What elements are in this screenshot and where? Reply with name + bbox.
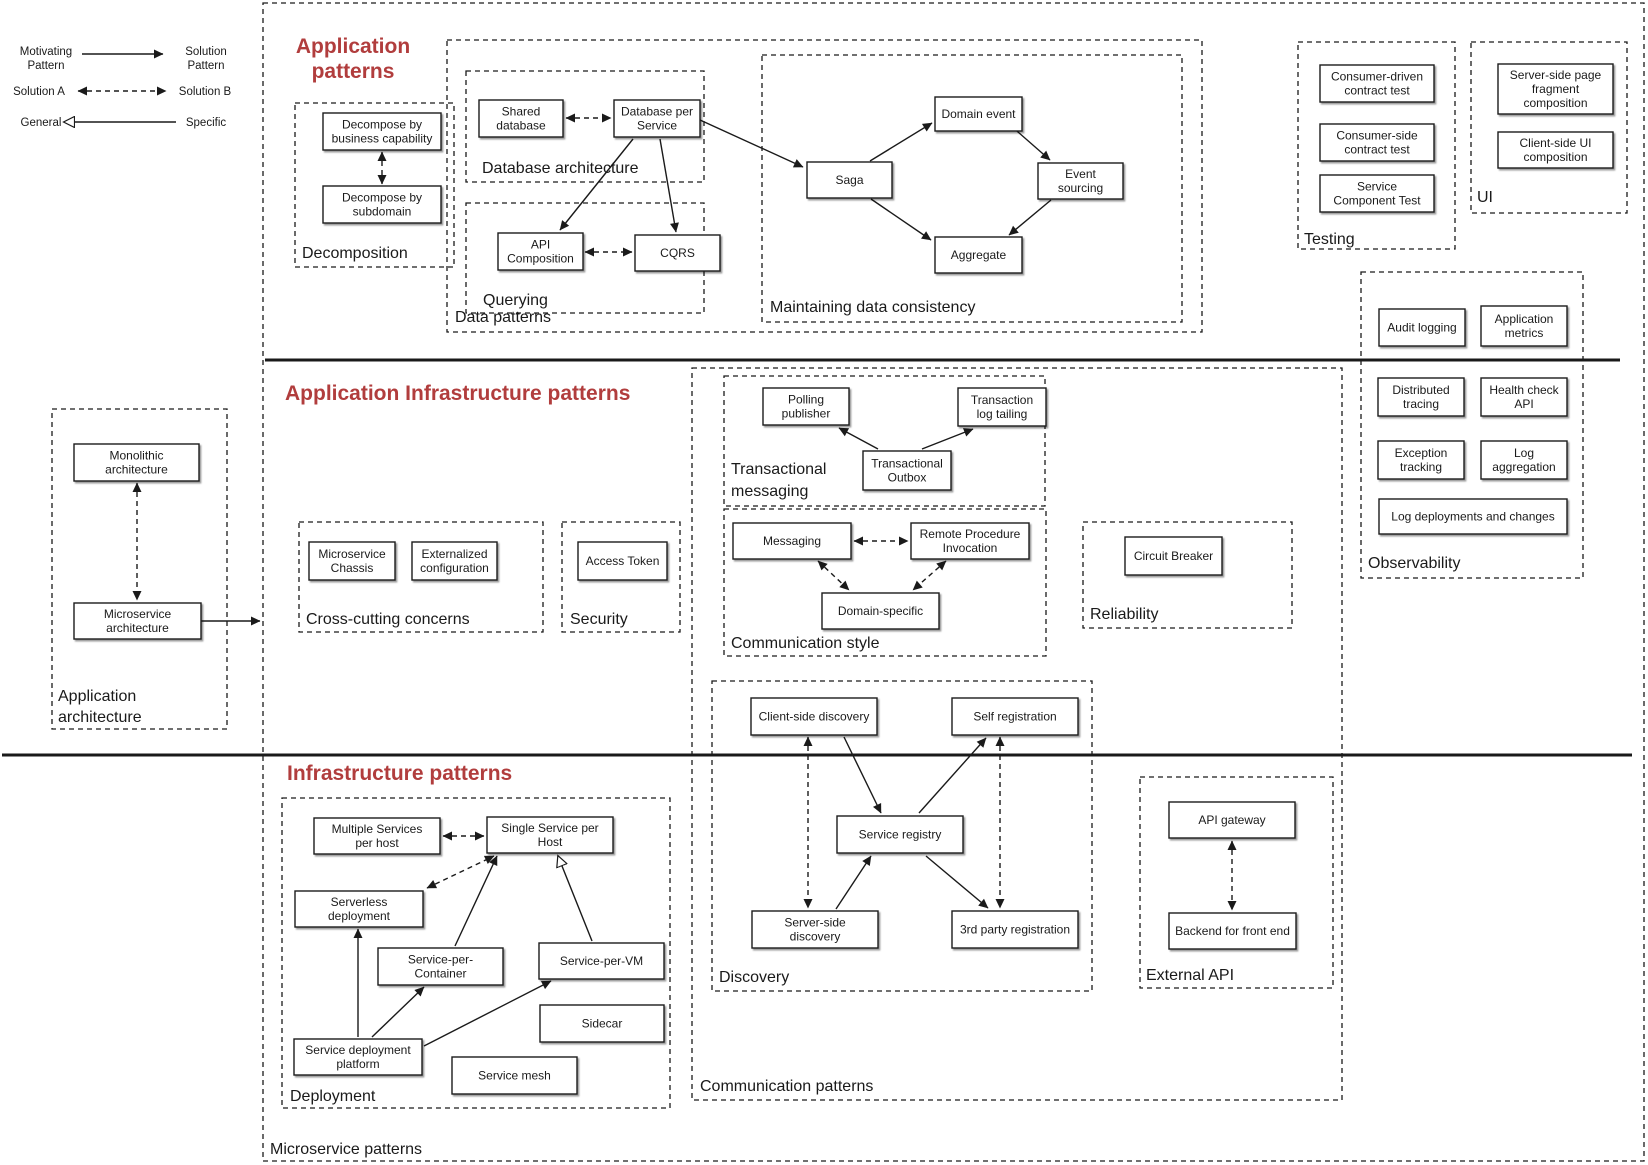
- node-service-per-vm-label: Service-per-VM: [559, 954, 644, 969]
- node-multiple-services-per-host[interactable]: [314, 818, 440, 854]
- node-api-gateway[interactable]: [1169, 802, 1295, 838]
- node-backend-for-front-end-label: Backend for front end: [1175, 924, 1290, 939]
- edge-db-per-service-api-composition: [560, 139, 633, 230]
- edge-rpi-domain-specific: [913, 561, 946, 590]
- edge-messaging-domain-specific: [818, 561, 849, 590]
- group-observability-label: Observability: [1368, 555, 1461, 572]
- node-service-per-container-label: Service-per-Container: [407, 952, 474, 981]
- legend-row-2-right-label: Specific: [185, 117, 227, 129]
- node-monolithic-architecture-label: Monolithic architecture: [105, 448, 168, 477]
- node-service-deployment-platform[interactable]: [294, 1039, 422, 1075]
- edge-platform-vm: [424, 981, 551, 1046]
- node-decompose-by-business-capability[interactable]: [323, 113, 441, 150]
- node-access-token-label: Access Token: [585, 554, 660, 569]
- node-cqrs-label: CQRS: [660, 246, 695, 261]
- node-third-party-registration[interactable]: [952, 911, 1078, 948]
- node-access-token[interactable]: [578, 542, 667, 580]
- node-aggregate[interactable]: [935, 237, 1022, 273]
- node-log-aggregation[interactable]: [1481, 441, 1567, 479]
- node-microservice-architecture-label: Microservice architecture: [103, 607, 172, 636]
- edge-vm-single-service-host: [558, 856, 592, 941]
- group-application-architecture-label: Application architecture: [58, 688, 142, 726]
- node-database-per-service-label: Database per Service: [620, 104, 694, 133]
- group-deployment-label: Deployment: [290, 1088, 376, 1105]
- node-transaction-log-tailing-label: Transaction log tailing: [970, 393, 1034, 422]
- node-service-component-test[interactable]: [1320, 175, 1434, 212]
- section-title-application-infrastructure-patterns: Application Infrastructure patterns: [285, 382, 631, 405]
- node-consumer-driven-contract-test[interactable]: [1320, 65, 1434, 102]
- node-polling-publisher-label: Polling publisher: [781, 392, 831, 421]
- node-circuit-breaker-label: Circuit Breaker: [1133, 549, 1214, 564]
- group-microservice-patterns-box: [263, 3, 1644, 1161]
- edge-saga-aggregate: [871, 199, 931, 240]
- node-serverless-deployment-label: Serverless deployment: [327, 895, 391, 924]
- node-circuit-breaker[interactable]: [1125, 537, 1222, 575]
- edge-db-per-service-cqrs: [660, 139, 676, 232]
- node-api-composition[interactable]: [498, 233, 583, 270]
- node-domain-specific-label: Domain-specific: [837, 604, 924, 619]
- edge-event-sourcing-aggregate: [1009, 200, 1051, 235]
- node-transactional-outbox-label: Transactional Outbox: [871, 456, 943, 485]
- section-title-infrastructure-patterns: Infrastructure patterns: [287, 762, 513, 785]
- node-cqrs[interactable]: [635, 235, 720, 271]
- node-client-side-ui-composition[interactable]: [1498, 132, 1613, 168]
- node-sidecar[interactable]: [540, 1005, 664, 1042]
- node-server-side-page-fragment-composition-label: Server-side page fragment composition: [1509, 68, 1602, 111]
- node-saga-label: Saga: [835, 173, 864, 188]
- node-microservice-chassis-label: Microservice Chassis: [318, 547, 386, 576]
- node-service-component-test-label: Service Component Test: [1333, 179, 1421, 208]
- node-single-service-per-host-label: Single Service per Host: [501, 821, 599, 850]
- group-data-patterns-label: Data patterns: [455, 309, 552, 326]
- edge-registry-self-registration: [919, 738, 986, 813]
- group-reliability-label: Reliability: [1090, 606, 1159, 623]
- node-decompose-by-subdomain[interactable]: [323, 186, 441, 223]
- group-maintaining-data-consistency-label: Maintaining data consistency: [770, 299, 976, 316]
- node-externalized-configuration-label: Externalized configuration: [420, 547, 489, 576]
- node-domain-specific[interactable]: [822, 593, 939, 629]
- node-sidecar-label: Sidecar: [581, 1016, 623, 1031]
- node-audit-logging[interactable]: [1379, 309, 1465, 346]
- node-shared-database-label: Shared database: [496, 104, 546, 133]
- node-service-per-vm[interactable]: [539, 943, 664, 979]
- edge-outbox-log-tailing: [922, 429, 973, 449]
- edge-client-side-discovery-registry: [844, 737, 881, 813]
- group-microservice-patterns: [263, 3, 1644, 1161]
- node-api-composition-label: API Composition: [507, 237, 574, 266]
- node-service-deployment-platform-label: Service deployment platform: [305, 1043, 411, 1072]
- node-application-metrics-label: Application metrics: [1494, 312, 1554, 341]
- node-aggregate-label: Aggregate: [950, 248, 1007, 263]
- node-remote-procedure-invocation-label: Remote Procedure Invocation: [919, 527, 1021, 556]
- node-consumer-side-contract-test[interactable]: [1320, 124, 1434, 161]
- node-distributed-tracing[interactable]: [1378, 378, 1464, 416]
- group-decomposition-label: Decomposition: [302, 245, 408, 262]
- group-external-api-label: External API: [1146, 967, 1235, 984]
- node-messaging[interactable]: [733, 523, 851, 559]
- node-single-service-per-host[interactable]: [487, 817, 613, 853]
- node-serverless-deployment[interactable]: [295, 891, 423, 927]
- node-service-registry[interactable]: [837, 816, 963, 853]
- node-domain-event[interactable]: [935, 97, 1022, 131]
- group-discovery-label: Discovery: [719, 969, 790, 986]
- node-monolithic-architecture[interactable]: [74, 444, 199, 481]
- section-title-application-patterns: Application patterns: [295, 35, 411, 83]
- legend-row-2-left-label: General: [20, 117, 62, 129]
- node-exception-tracking-label: Exception tracking: [1394, 446, 1448, 475]
- node-decompose-by-subdomain-label: Decompose by subdomain: [341, 190, 423, 219]
- node-remote-procedure-invocation[interactable]: [911, 523, 1029, 559]
- legend-row-1-right-label: Solution B: [178, 86, 232, 98]
- node-service-per-container[interactable]: [378, 948, 503, 985]
- node-self-registration[interactable]: [952, 698, 1078, 735]
- node-database-per-service[interactable]: [614, 100, 700, 137]
- group-querying-label: Querying: [483, 292, 548, 309]
- edge-db-per-service-saga: [700, 120, 803, 167]
- group-ui-label: UI: [1477, 189, 1493, 206]
- node-log-deployments-and-changes[interactable]: [1379, 499, 1567, 534]
- node-application-metrics[interactable]: [1481, 306, 1567, 346]
- node-consumer-driven-contract-test-label: Consumer-driven contract test: [1330, 69, 1424, 98]
- legend-row-0-left-label: Motivating Pattern: [19, 46, 73, 72]
- node-shared-database[interactable]: [479, 100, 563, 137]
- node-microservice-architecture[interactable]: [74, 603, 201, 639]
- edge-platform-container: [372, 987, 424, 1037]
- group-database-architecture-label: Database architecture: [482, 160, 639, 177]
- node-event-sourcing-label: Event sourcing: [1057, 167, 1104, 196]
- node-multiple-services-per-host-label: Multiple Services per host: [331, 822, 423, 851]
- node-service-mesh[interactable]: [452, 1057, 577, 1094]
- node-health-check-api-label: Health check API: [1489, 383, 1559, 412]
- legend-row-0-right-label: Solution Pattern: [185, 46, 227, 72]
- node-decompose-by-business-capability-label: Decompose by business capability: [331, 117, 433, 146]
- node-third-party-registration-label: 3rd party registration: [959, 922, 1071, 937]
- node-health-check-api[interactable]: [1481, 378, 1567, 416]
- node-distributed-tracing-label: Distributed tracing: [1392, 383, 1450, 412]
- node-event-sourcing[interactable]: [1038, 163, 1123, 199]
- group-transactional-messaging-label: Transactional messaging: [731, 461, 827, 500]
- group-communication-patterns-label: Communication patterns: [700, 1078, 874, 1095]
- group-security-label: Security: [570, 611, 628, 628]
- group-cross-cutting-concerns-label: Cross-cutting concerns: [306, 611, 470, 628]
- node-api-gateway-label: API gateway: [1198, 813, 1266, 828]
- legend: [13, 46, 231, 129]
- edge-saga-domain-event: [870, 123, 932, 161]
- node-consumer-side-contract-test-label: Consumer-side contract test: [1336, 128, 1418, 157]
- node-server-side-discovery-label: Server-side discovery: [784, 915, 846, 944]
- edge-registry-3rd-party: [926, 856, 988, 908]
- node-client-side-discovery-label: Client-side discovery: [758, 709, 870, 724]
- group-communication-style-label: Communication style: [731, 635, 880, 652]
- node-microservice-chassis[interactable]: [309, 542, 395, 580]
- node-server-side-page-fragment-composition[interactable]: [1498, 64, 1613, 114]
- node-self-registration-label: Self registration: [973, 709, 1057, 724]
- node-exception-tracking[interactable]: [1378, 441, 1464, 479]
- node-service-mesh-label: Service mesh: [478, 1068, 551, 1083]
- node-log-aggregation-label: Log aggregation: [1492, 446, 1556, 475]
- node-polling-publisher[interactable]: [763, 388, 849, 425]
- node-client-side-ui-composition-label: Client-side UI composition: [1519, 136, 1592, 165]
- group-microservice-patterns-label: Microservice patterns: [270, 1141, 423, 1158]
- node-transactional-outbox[interactable]: [863, 451, 951, 490]
- node-client-side-discovery[interactable]: [751, 698, 877, 735]
- node-externalized-configuration[interactable]: [412, 542, 497, 580]
- group-testing-label: Testing: [1304, 231, 1355, 248]
- node-transaction-log-tailing[interactable]: [958, 388, 1046, 426]
- node-saga[interactable]: [807, 162, 892, 198]
- node-server-side-discovery[interactable]: [752, 911, 878, 948]
- edge-container-single-service-host: [455, 856, 497, 946]
- legend-row-1-left-label: Solution A: [13, 86, 65, 98]
- node-log-deployments-and-changes-label: Log deployments and changes: [1391, 509, 1555, 524]
- node-backend-for-front-end[interactable]: [1169, 913, 1296, 949]
- node-audit-logging-label: Audit logging: [1387, 320, 1457, 335]
- node-domain-event-label: Domain event: [941, 107, 1016, 122]
- edge-outbox-polling-publisher: [839, 428, 878, 449]
- node-messaging-label: Messaging: [762, 534, 822, 549]
- edge-server-side-discovery-registry: [836, 856, 871, 909]
- node-service-registry-label: Service registry: [858, 827, 942, 842]
